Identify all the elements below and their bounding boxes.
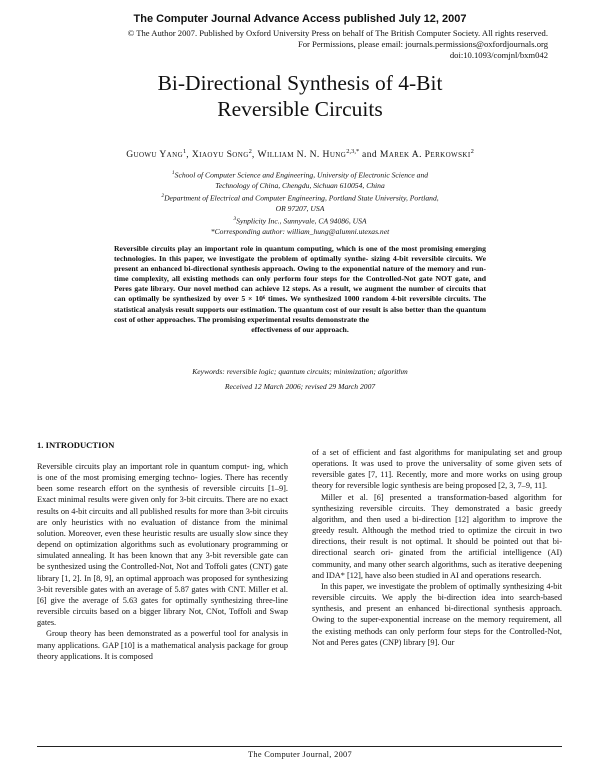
abstract-last-line: effectiveness of our approach.	[251, 324, 349, 334]
text-line: Toffoli gates (CNT) gate library [1, 2]. In [8, 9], an optimal	[37, 562, 288, 583]
text-line: than the quantum cost of other approaches. The promising experimental results demonstrate the	[114, 304, 487, 324]
copyright-line: © The Author 2007. Published by Oxford University Press on behalf of The British Computer Society. All rights reserved.	[127, 28, 548, 38]
keywords: Keywords: reversible logic; quantum circuits; minimization; algorithm	[192, 367, 408, 376]
text-line: super-exponential increase on the memory requirement, all	[360, 615, 562, 625]
text-line: synthesizing 4-bit reversible circuits. We apply the	[312, 581, 562, 603]
paper-title	[0, 70, 600, 122]
right-column	[312, 447, 562, 648]
text-line: and IDA* [12], have also been studied in AI and operations	[312, 570, 510, 580]
title-line-1: Bi-Directional Synthesis of 4-Bit	[157, 71, 443, 95]
text-line: analysis package for group theory applications. It is composed	[37, 640, 288, 661]
text-line: Controlled-Not, Not and Peres gates (CNP) library [9]. Our	[312, 626, 562, 647]
copyright-block	[28, 28, 548, 60]
abstract	[114, 244, 486, 335]
paragraph	[37, 628, 288, 661]
text-line: for synthesizing reversible circuits. They demonstrated a basic	[312, 492, 562, 513]
text-line: logies. There has recently been some research effort on the	[37, 473, 288, 494]
text-line: optimal. It should be pointed out that bi-directional search ori-	[312, 537, 562, 558]
text-line: can be synthesized using the Controlled-Not, Not and	[37, 551, 288, 572]
text-line: of a set of efficient and fast algorithms for manipulating set	[312, 448, 524, 457]
text-line: gates with an average of 5.87 gates with CNT. Miller et al.	[90, 584, 288, 594]
doi: doi:10.1093/comjnl/bxm042	[449, 49, 548, 60]
author-name: Guowu Yang	[126, 149, 184, 161]
text-line: annealing. It has been known that any 3-bit reversible gate	[72, 551, 274, 561]
text-line: CNot, Toffoli and Swap gates.	[37, 607, 288, 628]
text-line: Group theory has been demonstrated as a powerful tool for	[46, 629, 250, 639]
paragraph	[312, 581, 562, 648]
text-line: logic synthesis are being proposed [2, 3, 7–9, 11].	[381, 481, 547, 491]
text-line: the existing methods can only perform four steps for the	[312, 626, 507, 636]
text-line: to improve the greedy result. Although the method tried to	[312, 514, 563, 536]
text-line: In this paper, we investigate the problem of optimally	[321, 581, 501, 591]
text-line: research.	[511, 570, 542, 580]
text-line: and group operations. It was used to prove the universality	[312, 448, 562, 469]
text-line: [6] give the average of 5.63 gates for optimally synthesizing	[37, 595, 253, 605]
affiliation-3: $^3$Synplicity Inc., Sunnyvale, CA 94086, USA	[233, 216, 367, 226]
text-line: were given only for 3-bit circuits. There are no exact results	[37, 495, 288, 516]
received-dates: Received 12 March 2006; revised 29 March 2007	[224, 382, 376, 391]
text-line: Miller et al. [6] presented a transformation-based algorithm	[321, 492, 547, 502]
paragraph	[312, 447, 562, 492]
paragraph	[37, 461, 288, 628]
text-line: to the exponential nature of the memory and run-time complexity, all existing methods can only	[114, 264, 486, 284]
text-line: statistical analysis result supports our estimation. The quantum cost of our result is also better	[114, 304, 425, 314]
affiliation-1-cont: Technology of China, Chengdu, Sichuan 610054, China	[215, 180, 385, 190]
journal-footer: The Computer Journal, 2007	[247, 750, 353, 759]
affiliations	[120, 168, 480, 237]
affiliation-2-cont: OR 97207, USA	[275, 203, 325, 213]
text-line: greedy algorithm, and then used a bi-direction [12] algorithm	[312, 503, 562, 524]
text-line: Reversible circuits play an important role in quantum comput-	[37, 462, 250, 471]
text-line: ing, which is one of the most promising emerging techno-	[37, 462, 288, 483]
author-name: William N. N. Hung	[257, 149, 347, 161]
text-line: analysis in many applications. GAP [10] is a mathematical	[37, 629, 289, 650]
text-line: of some given sets of reversible gates [7, 11]. Recently,	[312, 459, 562, 480]
text-line: ginated from the artificial intelligence (AI) community, and	[312, 548, 563, 569]
text-line: synthesis of reversible circuits [1–9]. Exact minimal results	[37, 484, 289, 505]
footer-rule	[37, 746, 562, 747]
text-line: on 4-bit circuits and all published results for more than 3-bit	[60, 506, 262, 516]
text-line: enhanced bi-directional synthesis approach. Owing to the	[312, 604, 562, 625]
text-line: algorithms such as evolutionary programming or simulated	[37, 540, 289, 561]
text-line: sizing 4-bit reversible circuits. We present an enhanced bi-directional synthesis approach. Owing	[114, 254, 486, 274]
text-line: perform four steps for the Controlled-Not gate NOT gate, and Peres gate library. Our novel	[114, 274, 486, 294]
advance-access-banner: The Computer Journal Advance Access published July 12, 2007	[133, 13, 467, 25]
text-line: approach was proposed for synthesizing 3-bit reversible	[37, 573, 289, 594]
text-line: circuits are only heuristics with no evaluation of distance	[37, 506, 288, 527]
text-line: Reversible circuits play an important role in quantum computing, which is one of the most	[114, 244, 418, 253]
permissions-line: For Permissions, please email: journals.permissions@oxfordjournals.org	[297, 38, 548, 49]
text-line: more and more works on using group theory for reversible	[312, 470, 563, 491]
affiliation-2: $^2$Department of Electrical and Computer Engineering, Portland State University, Portland,	[161, 193, 439, 203]
text-line: three-line reversible circuits based on a bigger library Not,	[37, 595, 288, 617]
title-line-2: Reversible Circuits	[217, 97, 383, 121]
text-line: results are usually slow since they depend on optimization	[37, 528, 289, 550]
author-name: Marek A. Perkowski	[379, 149, 471, 161]
author-name: Xiaoyu Song	[191, 149, 249, 161]
corresponding-author: *Corresponding author: william_hung@alumni.utexas.net	[210, 227, 390, 237]
section-heading-introduction: 1. INTRODUCTION	[37, 440, 115, 450]
text-line: be synthesized by over 5 × 10⁶ times. We synthesized 1000 random 4-bit reversible circuits. The	[162, 294, 487, 304]
author-list: Guowu Yang$^1$, Xiaoyu Song$^2$, William N. N. Hung$^{2,3,*}$ and Marek A. Perkowski$^2$	[126, 148, 474, 161]
text-line: bi-direction idea into search-based synthesis, and present an	[312, 593, 562, 614]
text-line: method can achieve 12 steps. As a result, we augment the number of circuits that can optimally	[114, 284, 487, 304]
text-line: from the minimal solution. Moreover, even these heuristic	[37, 517, 288, 538]
left-column	[37, 461, 288, 662]
text-line: promising emerging technologies. In this paper, we investigate the problem of optimally synthe-	[114, 244, 487, 264]
text-line: many other search algorithms, such as iterative deepening	[368, 559, 562, 569]
paragraph	[312, 492, 562, 581]
affiliation-1: $^1$School of Computer Science and Engineering, University of Electronic Science and	[171, 170, 429, 180]
text-line: optimize the circuit in two directions, their result is not	[312, 526, 563, 547]
